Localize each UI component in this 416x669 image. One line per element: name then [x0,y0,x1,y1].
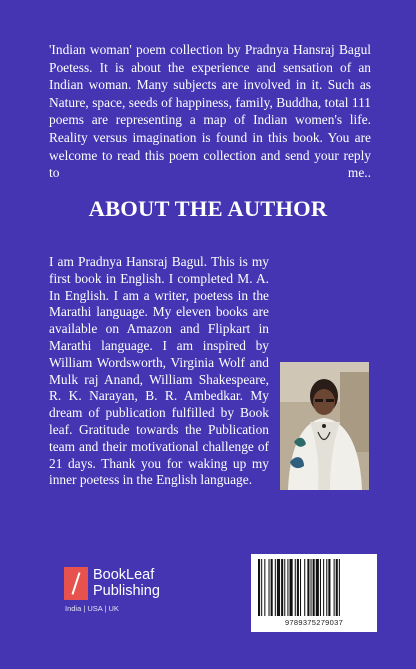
barcode-bar [300,559,301,616]
barcode-bar [258,559,260,616]
barcode-bar [290,559,293,616]
back-cover-blurb: 'Indian woman' poem collection by Pradnya Hansraj Bagul Poetess. It is about the experience and sensation of an Indian woman. Many subjects are involved in it. Such as Nature, space, seeds of happiness, family, Buddha, total 111 poems are representing a map of Indian women's life. Reality versus imagination is found in this book. You are welcome to read this poem collection and send your reply to me.. [49,42,371,181]
barcode-bar [295,559,296,616]
barcode-bar [261,559,262,616]
barcode-bar [287,559,288,616]
barcode-bar [297,559,299,616]
barcode-bar [328,559,330,616]
barcode-bar [336,559,338,616]
barcode-bar [271,559,273,616]
barcode-bar [269,559,270,616]
isbn-number: 9789375279037 [284,618,344,627]
barcode-bar [277,559,280,616]
about-author-heading: ABOUT THE AUTHOR [88,196,328,221]
barcode-bar [307,559,309,616]
barcode-bar [320,559,321,616]
barcode-bar [326,559,327,616]
barcode-bar [284,559,285,616]
publisher-name-line2: Publishing [93,583,160,599]
barcode-bar [304,559,305,616]
barcode-bar [339,559,340,616]
barcode-bar [311,559,312,616]
publisher-name-line1: BookLeaf [93,567,155,583]
publisher-logo [64,566,174,616]
barcode-bar [313,559,315,616]
barcode-bar [334,559,335,616]
bookleaf-logo-icon [64,567,88,600]
isbn-barcode [251,554,377,632]
barcode-bar [281,559,283,616]
barcode-bar [316,559,319,616]
author-photo [280,362,369,490]
barcode-bars [257,559,371,617]
barcode-bar [275,559,276,616]
barcode-bar [264,559,265,616]
publisher-regions: India | USA | UK [65,604,119,613]
barcode-bar [323,559,324,616]
author-bio: I am Pradnya Hansraj Bagul. This is my first book in English. I completed M. A. In English. I am a writer, poetess in the Marathi language. My eleven books are available on Amazon and Flipkart in Marathi language. I am inspired by William Wordsworth, Virginia Wolf and Mulk raj Anand, William Shakespeare, R. K. Narayan, B. R. Ambedkar. My dream of publication fulfilled by Book leaf. Gratitude towards the Publication team and their motivational challenge of 21 days. Thank you for waking up my inner poetess in the English language. [49,254,269,488]
